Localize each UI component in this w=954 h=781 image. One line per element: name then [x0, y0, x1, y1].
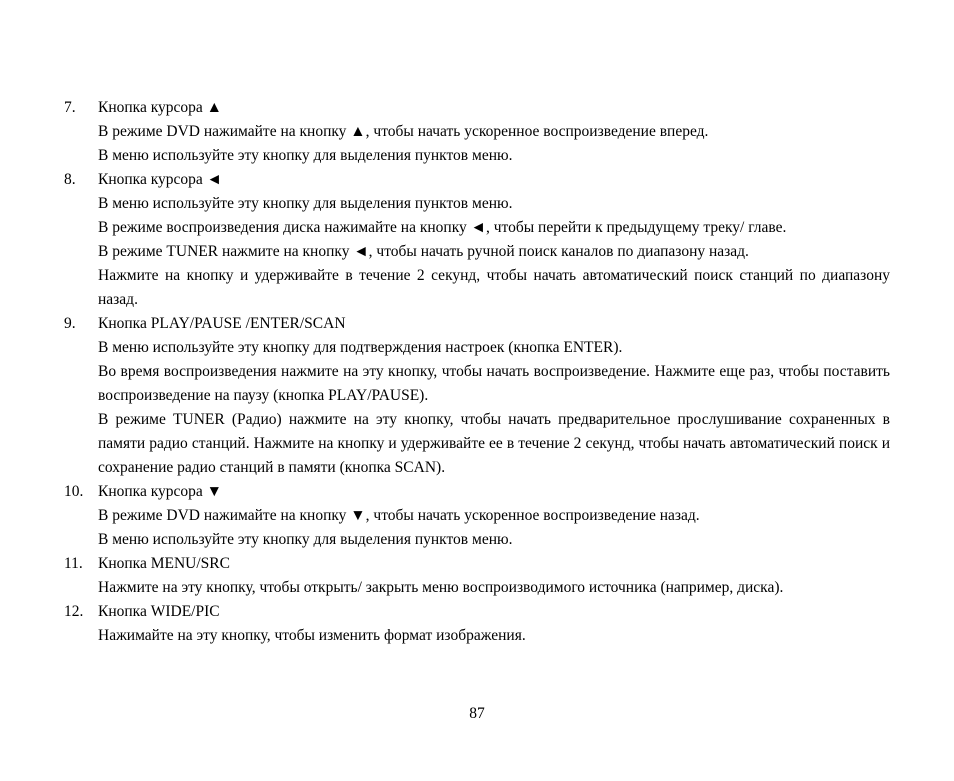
item-title: Кнопка курсора ▲ — [98, 99, 223, 116]
item-paragraph: В режиме воспроизведения диска нажимайте на кнопку ◄, чтобы перейти к предыдущему треку/ главе. — [98, 219, 787, 236]
item-paragraph: В режиме TUNER (Радио) нажмите на эту кнопку, чтобы начать предварительное прослушивание сохраненных в памяти радио станций. Нажмите на кнопку и удерживайте ее в течение 2 секунд, чтобы начать автоматический поиск и сохранение радио станций в памяти (кнопка SCAN). — [98, 411, 890, 476]
item-paragraph: Нажимайте на эту кнопку, чтобы изменить формат изображения. — [98, 627, 526, 644]
item-paragraph: Во время воспроизведения нажмите на эту кнопку, чтобы начать воспроизведение. Нажмите еще раз, чтобы поставить воспроизведение на паузу (кнопка PLAY/PAUSE). — [98, 363, 890, 404]
item-paragraph: В меню используйте эту кнопку для выделения пунктов меню. — [98, 195, 513, 212]
item-heading — [64, 480, 890, 504]
item-number: 8. — [64, 171, 76, 188]
item-number: 7. — [64, 99, 76, 116]
item-heading — [64, 552, 890, 576]
item-paragraph: В меню используйте эту кнопку для выделения пунктов меню. — [98, 531, 513, 548]
item-heading — [64, 168, 890, 192]
item-heading — [64, 312, 890, 336]
list-item-cursor-up — [64, 96, 890, 168]
item-heading — [64, 600, 890, 624]
item-title: Кнопка WIDE/PIC — [98, 603, 220, 620]
item-title: Кнопка курсора ▼ — [98, 483, 223, 500]
list-item-menu-src — [64, 552, 890, 600]
item-paragraph: В меню используйте эту кнопку для выделения пунктов меню. — [98, 147, 513, 164]
item-paragraph: В меню используйте эту кнопку для подтверждения настроек (кнопка ENTER). — [98, 339, 623, 356]
item-paragraph: В режиме TUNER нажмите на кнопку ◄, чтобы начать ручной поиск каналов по диапазону назад. — [98, 243, 749, 260]
list-item-cursor-down — [64, 480, 890, 552]
item-number: 11. — [64, 555, 83, 572]
item-paragraph: Нажмите на кнопку и удерживайте в течение 2 секунд, чтобы начать автоматический поиск станций по диапазону назад. — [98, 267, 890, 308]
list-item-play-pause-enter-scan — [64, 312, 890, 480]
item-number: 12. — [64, 603, 84, 620]
item-heading — [64, 96, 890, 120]
document-body — [64, 96, 890, 648]
item-paragraph: В режиме DVD нажимайте на кнопку ▲, чтобы начать ускоренное воспроизведение вперед. — [98, 123, 709, 140]
item-number: 9. — [64, 315, 76, 332]
list-item-cursor-left — [64, 168, 890, 312]
item-title: Кнопка MENU/SRC — [98, 555, 230, 572]
item-number: 10. — [64, 483, 84, 500]
list-item-wide-pic — [64, 600, 890, 648]
item-paragraph: Нажмите на эту кнопку, чтобы открыть/ закрыть меню воспроизводимого источника (например, диска). — [98, 579, 784, 596]
item-paragraph: В режиме DVD нажимайте на кнопку ▼, чтобы начать ускоренное воспроизведение назад. — [98, 507, 700, 524]
item-title: Кнопка PLAY/PAUSE /ENTER/SCAN — [98, 315, 346, 332]
item-title: Кнопка курсора ◄ — [98, 171, 223, 188]
page-number: 87 — [469, 705, 485, 722]
